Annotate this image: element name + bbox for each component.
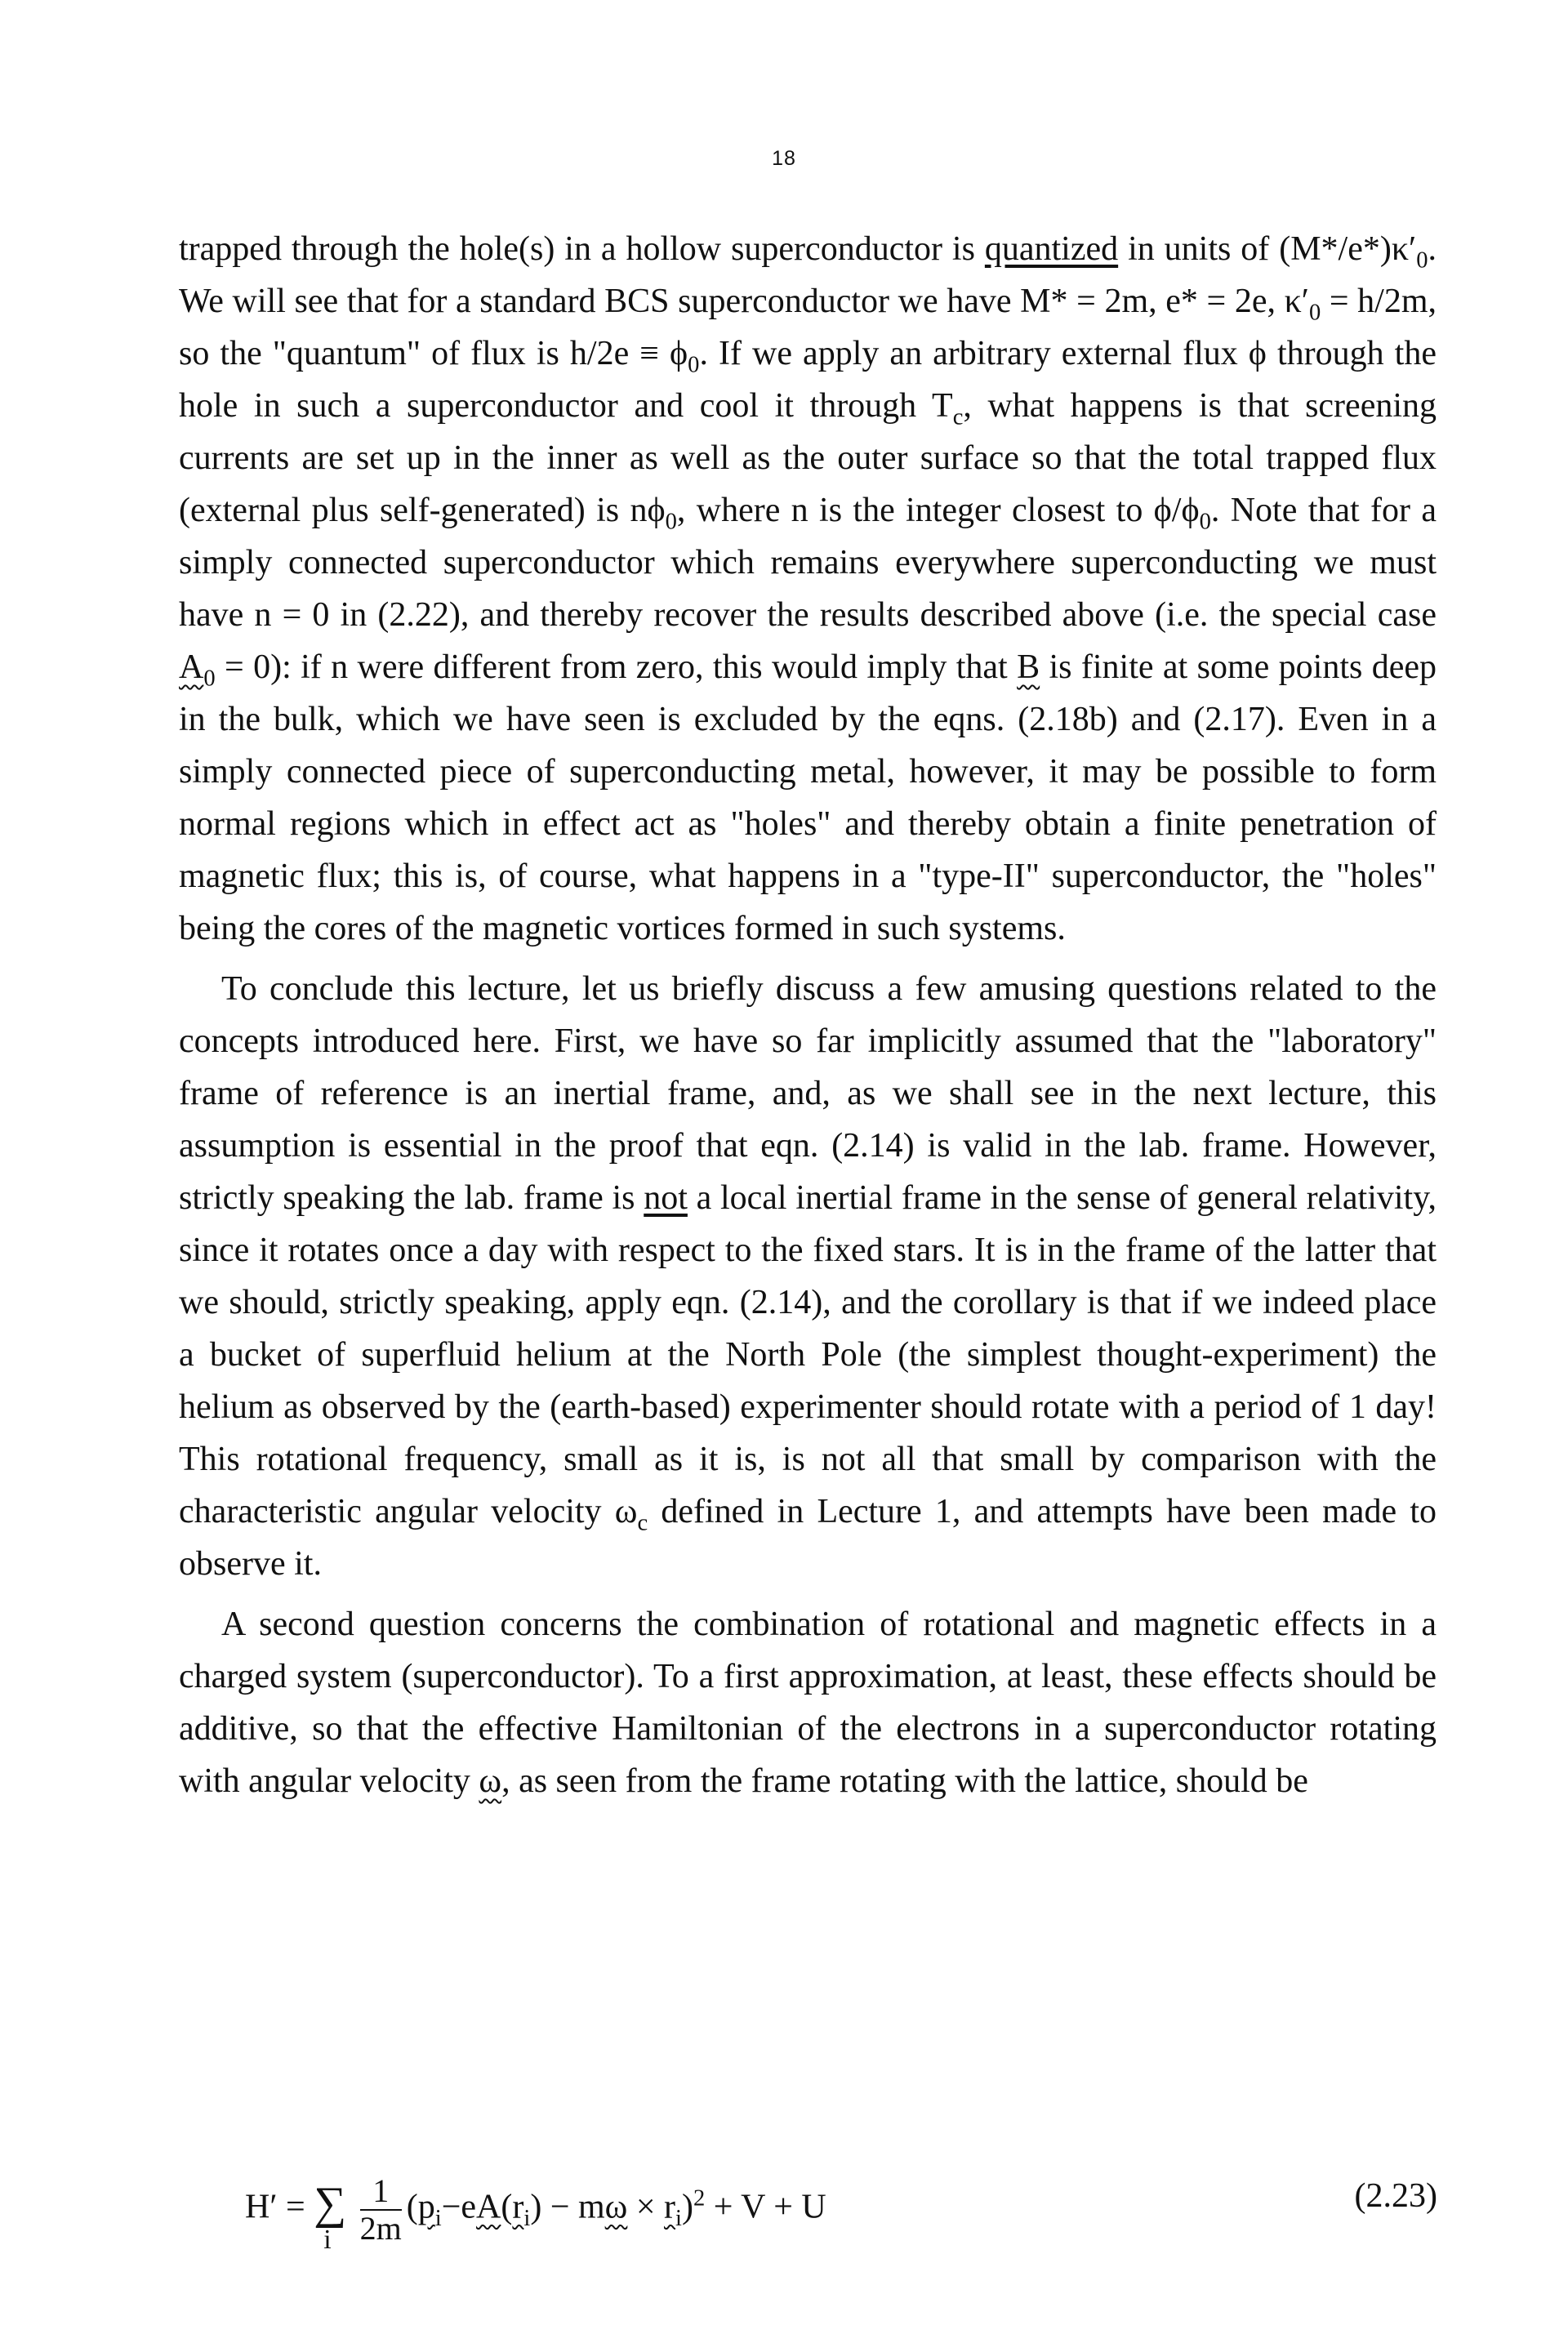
eq-close-paren-r: ) <box>530 2188 542 2226</box>
eq-close-paren: ) <box>681 2188 693 2226</box>
vector-A: A <box>476 2188 501 2226</box>
text-run: a local inertial frame in the sense of general relativity, since it rotates once a day with respect to the fixed stars. It is in the frame of the latter that we should, strictly speaking, apply eqn. (2.14), and the corollary is that if we indeed place a bucket of superfluid helium at the North Pole (the simplest thought-experiment) the helium as observed by the (earth-based) experimenter should rotate with a period of 1 day! This rotational frequency, small as it is, is not all that small by comparison with the characteristic angular velocity ω <box>179 1179 1437 1530</box>
vector-r-2: r <box>664 2188 676 2226</box>
text-sub: 0 <box>1199 509 1211 535</box>
equation-2-23 <box>245 2144 1437 2255</box>
text-run: To conclude this lecture, let us briefly discuss a few amusing questions related to the concepts introduced here. First, we have so far implicitly assumed that the "laboratory" frame of reference is an inertial frame, and, as we shall see in the next lecture, this assumption is essential in the proof that eqn. (2.14) is valid in the lab. frame. However, strictly speaking the lab. frame is <box>179 970 1437 1217</box>
fraction-numerator: 1 <box>360 2173 402 2211</box>
eq-paren: ( <box>501 2188 513 2226</box>
text-run: = 0): if n were different from zero, this would imply that <box>215 648 1018 686</box>
text-run: = h/2m, so the "quantum" of flux is h/2e ≡ ϕ <box>179 283 1437 372</box>
vector-p: p <box>417 2188 435 2226</box>
eq-minus-e: −e <box>441 2188 477 2226</box>
equation-number: (2.23) <box>1354 2177 1437 2215</box>
text-u: quantized <box>984 230 1119 268</box>
fraction-denominator: 2m <box>359 2210 402 2247</box>
fraction <box>360 2173 402 2247</box>
text-run: , as seen from the frame rotating with the lattice, should be <box>501 1762 1308 1800</box>
text-run: defined in Lecture 1, and attempts have been made to observe it. <box>179 1493 1437 1583</box>
text-sub: 0 <box>203 666 216 692</box>
eq-power: 2 <box>693 2185 706 2212</box>
text-run: . Note that for a simply connected superconductor which remains everywhere superconducting we must have n = 0 in (2.22), and thereby recover the results described above (i.e. the special case <box>179 492 1437 634</box>
text-run: in units of (M*/e*)κ′ <box>1118 230 1417 268</box>
eq-lhs: H′ = <box>245 2188 305 2226</box>
text-sub: c <box>952 404 964 430</box>
paragraph <box>179 223 1437 955</box>
text-run: . If we apply an arbitrary external flux ϕ through the hole in such a superconductor and cool it through T <box>179 335 1437 425</box>
equation-body <box>245 2172 826 2255</box>
text-tilde: A <box>179 648 204 686</box>
text-run: . We will see that for a standard BCS superconductor we have M* = 2m, e* = 2e, κ′ <box>179 230 1437 320</box>
text-run: , what happens is that screening currents are set up in the inner as well as the outer surface so that the total trapped flux (external plus self-generated) is nϕ <box>179 387 1437 529</box>
eq-open-paren: ( <box>406 2188 418 2226</box>
eq-p-subscript: i <box>434 2206 442 2232</box>
sum-symbol: ∑ i <box>314 2177 347 2255</box>
eq-r2-subscript: i <box>675 2206 682 2232</box>
text-sub: 0 <box>688 352 700 378</box>
text-tilde: ω <box>479 1762 502 1800</box>
text-u: not <box>644 1179 688 1217</box>
sum-index: i <box>323 2224 332 2255</box>
page-number: 18 <box>772 147 796 170</box>
text-sub: 0 <box>1416 247 1428 274</box>
text-run: A second question concerns the combination of rotational and magnetic effects in a charged system (superconductor). To a first approximation, at least, these effects should be additive, so that the effective Hamiltonian of the electrons in a superconductor rotating with angular velocity <box>179 1606 1437 1800</box>
text-run: is finite at some points deep in the bulk, which we have seen is excluded by the eqns. (2.18b) and (2.17). Even in a simply connected piece of superconducting metal, however, it may be possible to form normal regions which in effect act as "holes" and thereby obtain a finite penetration of magnetic flux; this is, of course, what happens in a "type-II" superconductor, the "holes" being the cores of the magnetic vortices formed in such systems. <box>179 648 1437 947</box>
vector-omega: ω <box>604 2188 628 2226</box>
paragraph <box>179 1598 1437 1807</box>
text-tilde: B <box>1017 648 1040 686</box>
body-text <box>179 223 1437 1807</box>
text-sub: c <box>637 1510 648 1536</box>
text-sub: 0 <box>1308 300 1321 326</box>
text-sub: 0 <box>665 509 677 535</box>
eq-rest: + V + U <box>705 2188 826 2226</box>
eq-r-subscript: i <box>523 2206 531 2232</box>
eq-times: × <box>627 2188 665 2226</box>
text-run: , where n is the integer closest to ϕ/ϕ <box>676 492 1200 529</box>
vector-r: r <box>512 2188 524 2226</box>
paragraph <box>179 963 1437 1590</box>
eq-minus-m: − m <box>541 2188 605 2226</box>
text-run: trapped through the hole(s) in a hollow superconductor is <box>179 230 985 268</box>
